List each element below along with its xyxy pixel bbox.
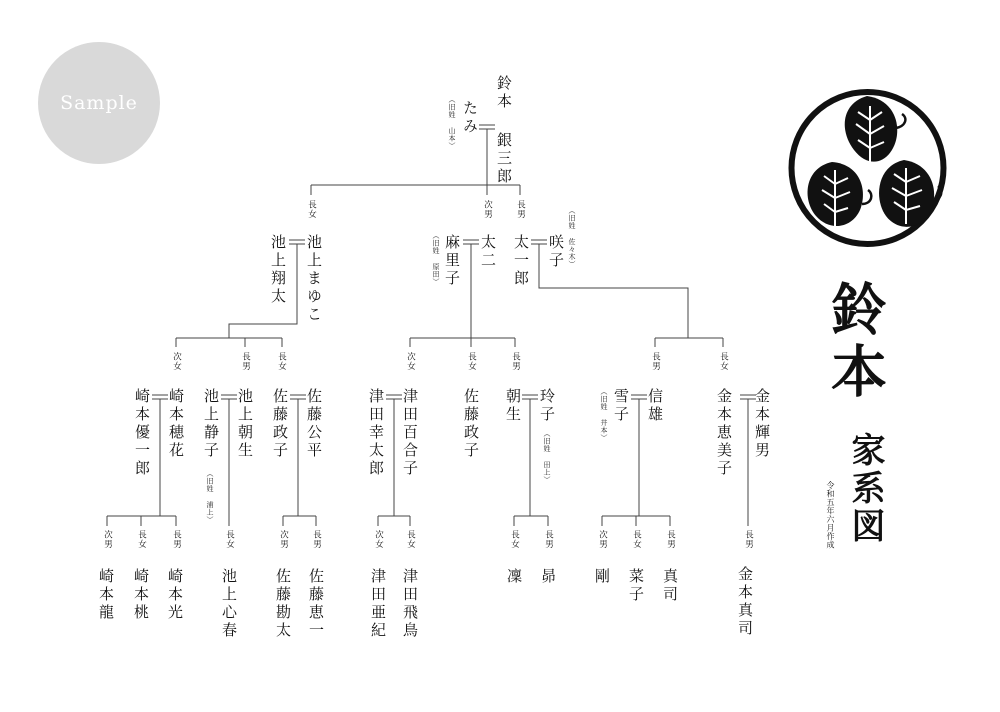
family-surname-title: 鈴本	[822, 280, 888, 404]
gen4-ryu-name: 崎本龍	[97, 568, 115, 622]
line-taji-drops	[410, 338, 515, 347]
gen4-keiichi-name: 佐藤恵一	[307, 568, 325, 640]
gen4-shinharu-name: 池上心春	[220, 568, 238, 640]
gen3-terio-name: 金本輝男	[753, 388, 771, 460]
marriage-line-masako1	[290, 395, 306, 399]
gen4-hikaru-role: 長男	[171, 530, 182, 549]
gen3-masako1-role: 長女	[276, 352, 287, 371]
marriage-line-taichiro	[531, 240, 547, 244]
gen2-mariko-former-name: （旧姓 原田）	[432, 232, 440, 286]
gen4-tsuyoshi-role: 次男	[597, 530, 608, 549]
gen4-asuka-name: 津田飛鳥	[401, 568, 419, 640]
line-taichiro-drops	[655, 338, 723, 347]
gen4-ryu-role: 次男	[102, 530, 113, 549]
gen2-sakiko-name: 咲子	[547, 234, 565, 270]
gen2-taichiro-role: 長男	[515, 200, 526, 219]
gen4-rin-name: 凜	[505, 568, 523, 586]
gen3-shizuko-former-name: （旧姓 浦上）	[206, 470, 214, 524]
gen3-kohei-name: 佐藤公平	[305, 388, 323, 460]
gen2-taichiro-name: 太一郎	[512, 234, 530, 288]
gen4-rin-role: 長女	[509, 530, 520, 549]
marriage-line-asao	[221, 395, 237, 399]
gen4-momo-name: 崎本桃	[132, 568, 150, 622]
gen3-nobuo-role: 長男	[650, 352, 661, 371]
gen3-yuriko-role: 次女	[405, 352, 416, 371]
gen3-emiko-role: 長女	[718, 352, 729, 371]
gen4-shinji2-name: 金本真司	[736, 566, 754, 638]
gen3-asao-role: 長男	[240, 352, 251, 371]
gen4-aki-name: 津田亜紀	[369, 568, 387, 640]
gen3-hoka-role: 次女	[171, 352, 182, 371]
marriage-line-mayuko	[289, 240, 305, 244]
gen3-shizuko-name: 池上静子	[202, 388, 220, 460]
gen4-hikaru-name: 崎本光	[166, 568, 184, 622]
gen2-mayuko-name: 池上まゆこ	[305, 234, 323, 324]
gen4-momo-role: 長女	[136, 530, 147, 549]
gen2-taji-role: 次男	[482, 200, 493, 219]
gen3-emiko-name: 金本恵美子	[715, 388, 733, 478]
sample-label: Sample	[60, 92, 138, 114]
gen3-reiko-name: 玲子	[538, 388, 556, 424]
gen4-asuka-role: 長女	[405, 530, 416, 549]
gen4-nanako-role: 長女	[631, 530, 642, 549]
line-mayuko-drops	[176, 338, 282, 347]
gen3-yukiko-name: 雪子	[612, 388, 630, 424]
gen4-tsuyoshi-name: 剛	[593, 568, 611, 586]
gen2-mariko-name: 麻里子	[443, 234, 461, 288]
marriage-line-nobuo	[631, 395, 647, 399]
gen4-shinji-role: 長男	[665, 530, 676, 549]
gen1-husband-name: 鈴本 銀三郎	[495, 75, 513, 186]
creation-date: 令和五年六月作成	[826, 481, 835, 549]
gen4-subaru-name: 昴	[539, 568, 557, 586]
gen1-wife-name: たみ	[461, 100, 479, 136]
marriage-line-asao2	[522, 395, 538, 399]
gen3-yuriko-name: 津田百合子	[401, 388, 419, 478]
gen3-yuichiro-name: 崎本優一郎	[133, 388, 151, 478]
gen4-subaru-role: 長男	[543, 530, 554, 549]
gen3-masako2-name: 佐藤政子	[462, 388, 480, 460]
family-tree-label: 家系図	[845, 432, 885, 546]
line-gen1-drops	[311, 185, 520, 195]
gen4-kanta-role: 次男	[278, 530, 289, 549]
gen3-nobuo-name: 信雄	[646, 388, 664, 424]
gen4-aki-role: 次女	[373, 530, 384, 549]
gen4-keiichi-role: 長男	[311, 530, 322, 549]
marriage-line-gen1	[479, 125, 495, 129]
gen3-hoka-name: 崎本穂花	[167, 388, 185, 460]
gen2-taji-name: 太二	[479, 234, 497, 270]
gen3-masako1-name: 佐藤政子	[271, 388, 289, 460]
gen2-mayuko-husband-name: 池上翔太	[269, 234, 287, 306]
gen4-shinji2-role: 長男	[743, 530, 754, 549]
gen3-asao-name: 池上朝生	[236, 388, 254, 460]
gen2-mayuko-role: 長女	[306, 200, 317, 219]
gen4-kanta-name: 佐藤勘太	[274, 568, 292, 640]
triple-leaf-crest-icon	[780, 88, 955, 248]
gen3-asao2-role: 長男	[510, 352, 521, 371]
gen4-shinji-name: 真司	[661, 568, 679, 604]
gen3-yukiko-former-name: （旧姓 井本）	[600, 388, 608, 442]
gen1-wife-former-name: （旧姓 山本）	[448, 96, 456, 150]
gen4-shinharu-role: 長女	[224, 530, 235, 549]
marriage-line-taji	[463, 240, 479, 244]
gen3-reiko-former-name: （旧姓 田上）	[543, 430, 551, 484]
gen3-asao2-name: 朝生	[504, 388, 522, 424]
marriage-line-hoka	[152, 395, 168, 399]
gen2-sakiko-former-name: （旧姓 佐々木）	[568, 207, 576, 268]
marriage-line-yuriko	[386, 395, 402, 399]
gen3-kotaro-name: 津田幸太郎	[367, 388, 385, 478]
gen3-masako2-role: 長女	[466, 352, 477, 371]
sample-watermark-badge[interactable]	[38, 42, 160, 164]
gen4-nanako-name: 菜子	[627, 568, 645, 604]
